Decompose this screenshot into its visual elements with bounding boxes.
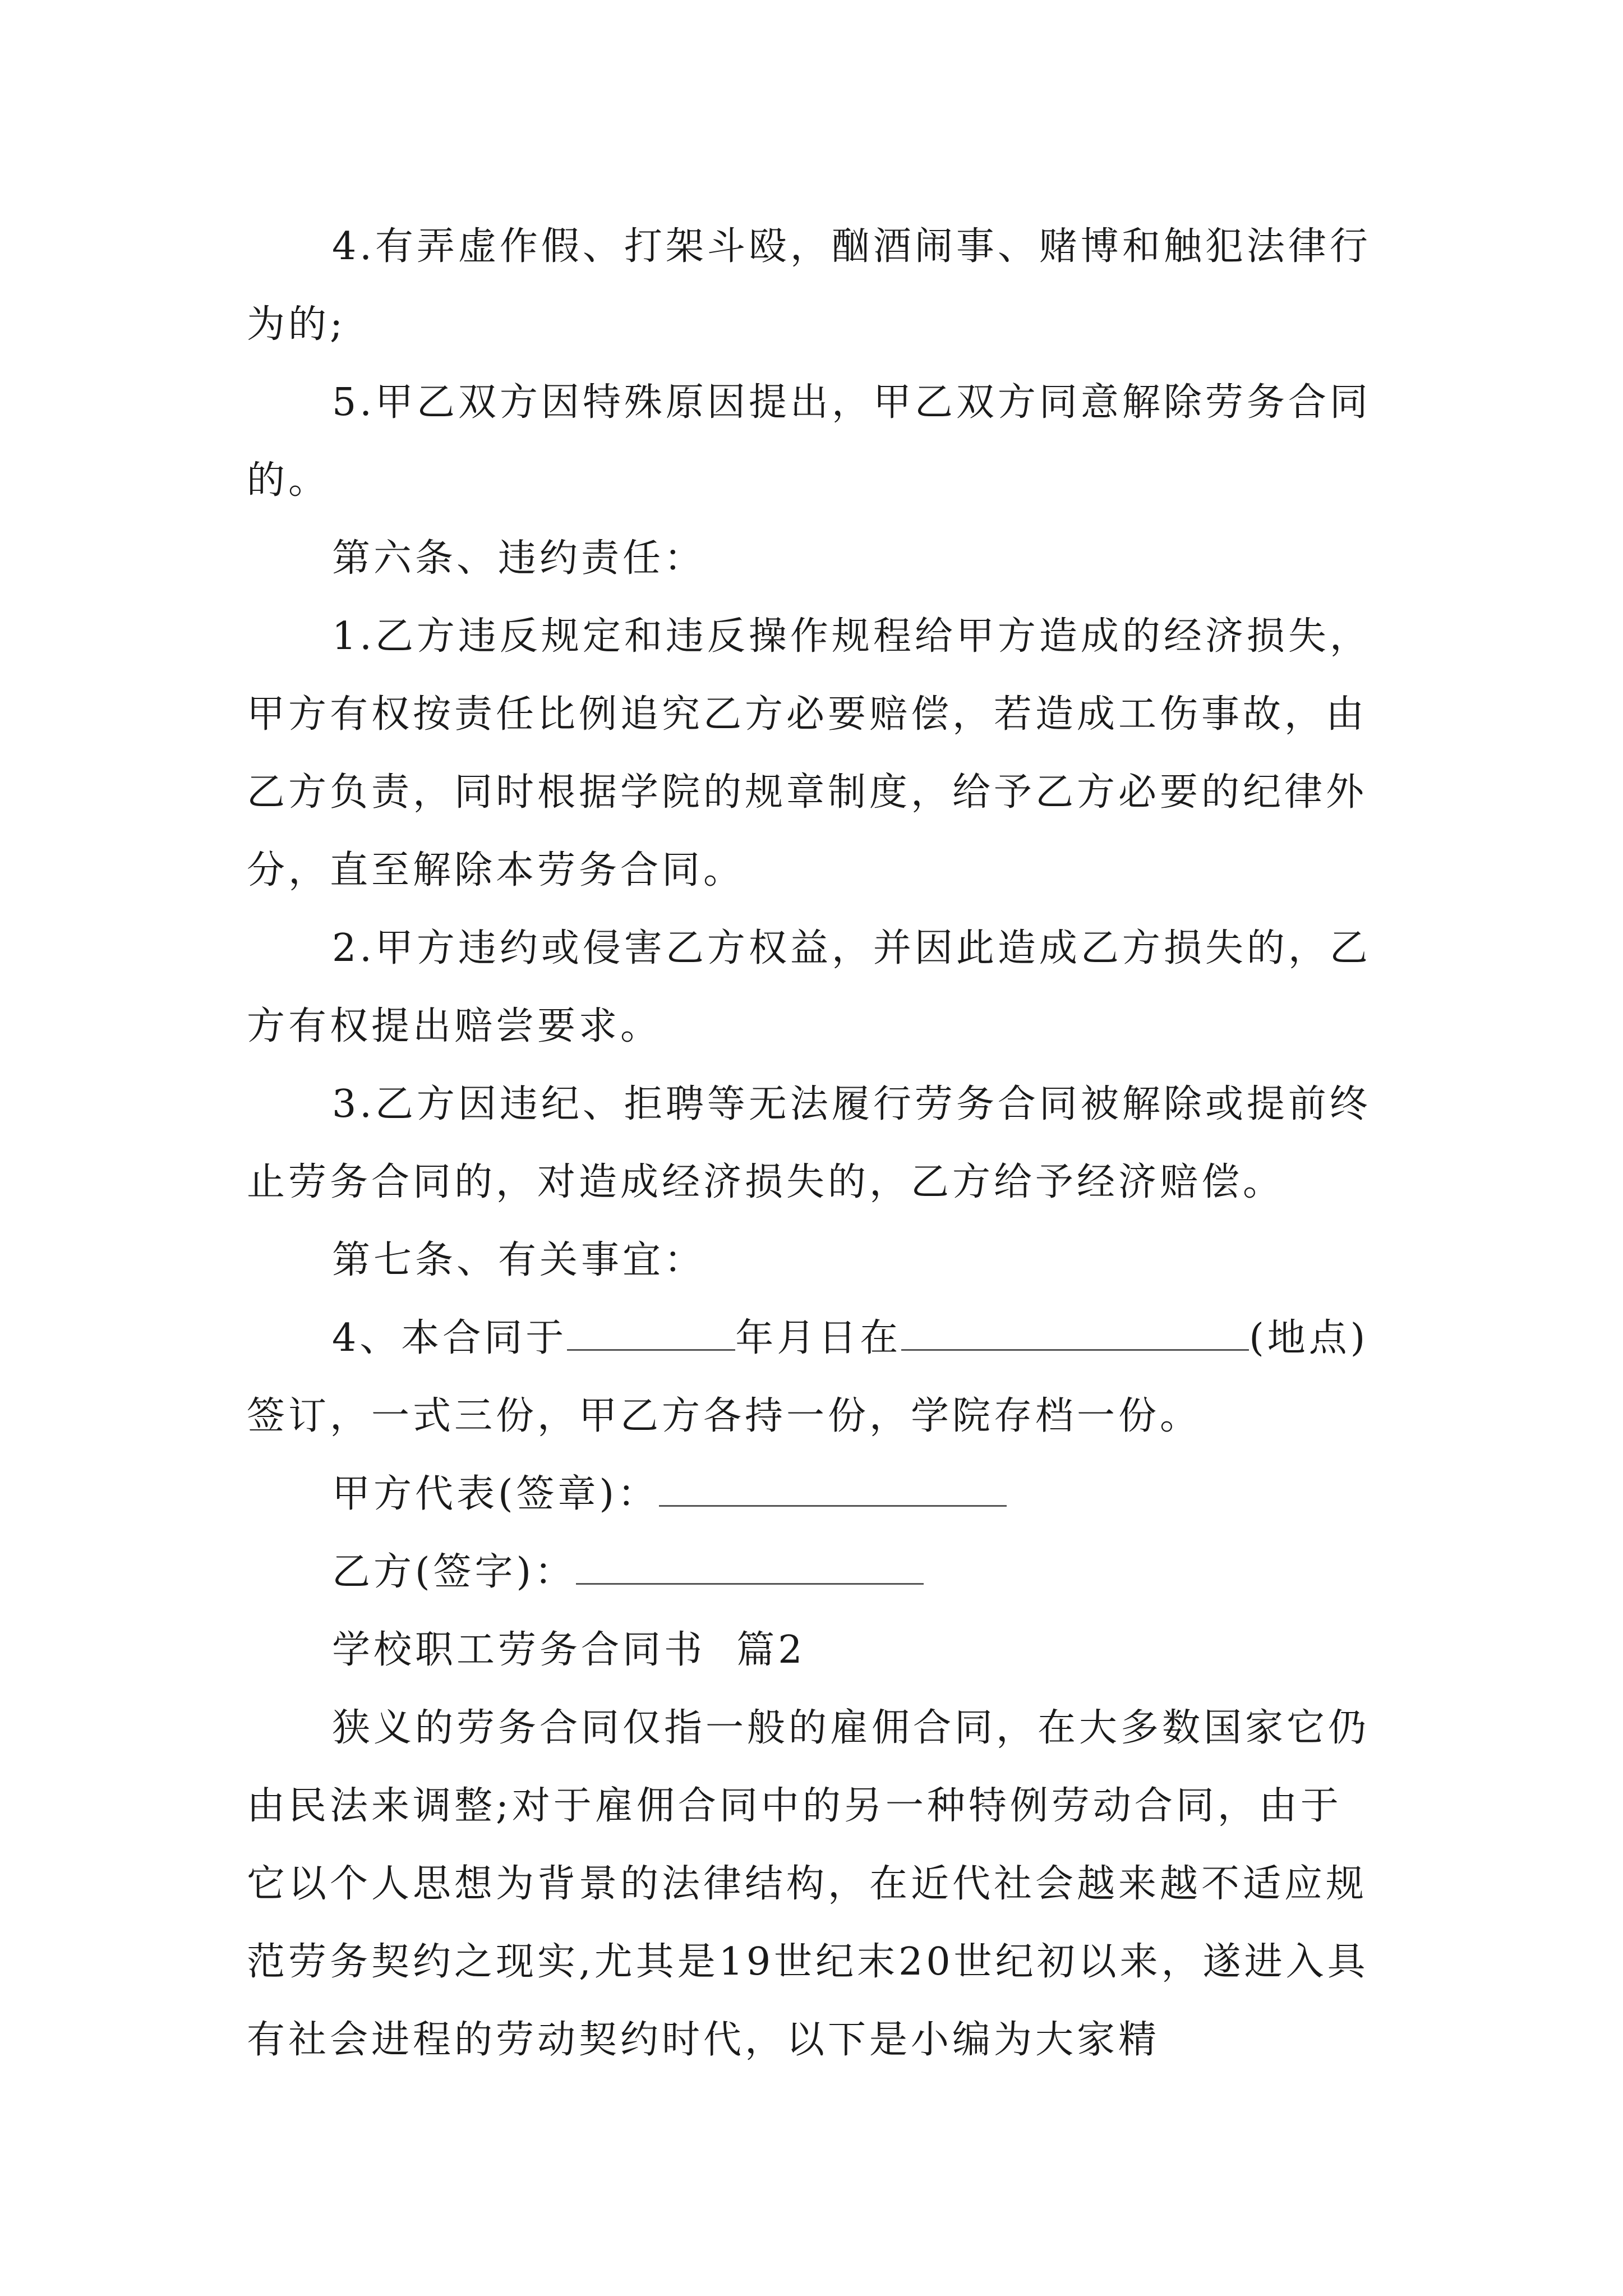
signing-clause-part2: 年月日在 — [735, 1316, 902, 1360]
signing-clause-part1: 4、本合同于 — [332, 1316, 568, 1360]
closing-paragraph: 狭义的劳务合同仅指一般的雇佣合同，在大多数国家它仍由民法来调整;对于雇佣合同中的另一种特例劳动合同，由于它以个人思想为背景的法律结构，在近代社会越来越不适应规范劳务契约之现实,尤其是19世纪末20世纪初以来，遂进入具有社会进程的劳动契约时代，以下是小编为大家精 — [247, 1706, 1370, 2062]
liability-item-1: 1.乙方违反规定和违反操作规程给甲方造成的经济损失，甲方有权按责任比例追究乙方必要赔偿，若造成工伤事故，由乙方负责，同时根据学院的规章制度，给予乙方必要的纪律外分，直至解除本劳务合同。 — [247, 614, 1371, 892]
place-blank — [901, 1315, 1249, 1351]
party-a-label: 甲方代表(签章)： — [332, 1472, 660, 1516]
clause-item-5: 5.甲乙双方因特殊原因提出，甲乙双方同意解除劳务合同的。 — [247, 380, 1371, 503]
signing-clause — [247, 1299, 1380, 1455]
section-title: 学校职工劳务合同书 篇2 — [332, 1628, 806, 1672]
liability-item-3: 3.乙方因违纪、拒聘等无法履行劳务合同被解除或提前终止劳务合同的，对造成经济损失的，乙方给予经济赔偿。 — [247, 1082, 1371, 1204]
party-b-signature-blank — [576, 1549, 924, 1585]
article-6-heading: 第六条、违约责任： — [332, 536, 706, 581]
party-a-signature-blank — [659, 1471, 1007, 1507]
party-b-label: 乙方(签字)： — [332, 1550, 577, 1594]
article-7-heading: 第七条、有关事宜： — [332, 1238, 706, 1282]
liability-item-2: 2.甲方违约或侵害乙方权益，并因此造成乙方损失的，乙方有权提出赔尝要求。 — [247, 926, 1371, 1048]
party-b-signature-line — [247, 1533, 1380, 1611]
date-blank — [567, 1315, 735, 1351]
signing-clause-part3: (地点)签订，一式三份，甲乙方各持一份，学院存档一份。 — [247, 1316, 1369, 1438]
document-body — [247, 208, 1380, 2079]
clause-item-4: 4.有弄虚作假、打架斗殴，酗酒闹事、赌博和触犯法律行为的; — [247, 224, 1371, 347]
party-a-signature-line — [247, 1455, 1380, 1533]
